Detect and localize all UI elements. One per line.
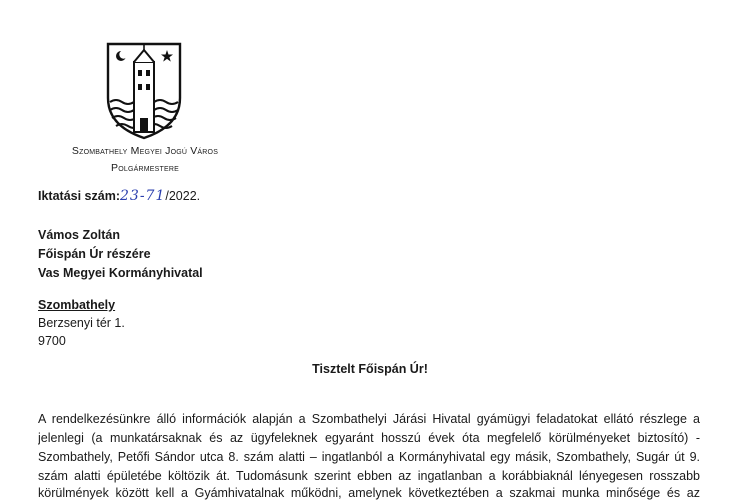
reference-handwritten: 23-71 <box>120 188 166 204</box>
body-line: jelenlegi (a munkatársaknak és az ügyfeleknek egyaránt hosszú évek óta megfelelő körülményeket biztosító) - <box>38 431 700 445</box>
reference-year: /2022. <box>165 189 201 203</box>
body-line: körülmények között kell a Gyámhivatalnak működni, amelynek következtében a szakmai munka minősége és az <box>38 486 700 500</box>
city-coat-of-arms-icon <box>104 40 184 140</box>
body-line: Szombathely, Petőfi Sándor utca 8. szám alatti – ingatlanból a Kormányhivatal egy másik, Szombathely, Sugár út 9. <box>38 450 700 464</box>
body-line: A rendelkezésünkre álló információk alapján a Szombathelyi Járási Hivatal gyámügyi feladatokat ellátó részlege a <box>38 412 700 426</box>
issuer-block <box>50 143 240 177</box>
recipient-office: Vas Megyei Kormányhivatal <box>38 266 203 280</box>
recipient-zip: 9700 <box>38 334 66 348</box>
reference-number <box>38 188 200 204</box>
issuer-city-name: Szombathely Megyei Jogú Város <box>71 145 219 157</box>
reference-label-suffix: i szám: <box>77 189 120 203</box>
salutation: Tisztelt Főispán Úr! <box>312 362 428 376</box>
body-line: szám alatti épületébe költözik át. Tudomásunk szerint ebben az ingatlanban a korábbiaknál lényegesen rosszabb <box>38 469 700 483</box>
reference-label: Iktatás <box>38 189 78 203</box>
recipient-title: Főispán Úr részére <box>38 247 151 261</box>
recipient-name: Vámos Zoltán <box>38 228 120 242</box>
issuer-title: Polgármestere <box>111 162 179 174</box>
recipient-street: Berzsenyi tér 1. <box>38 316 125 330</box>
recipient-city: Szombathely <box>38 298 116 312</box>
